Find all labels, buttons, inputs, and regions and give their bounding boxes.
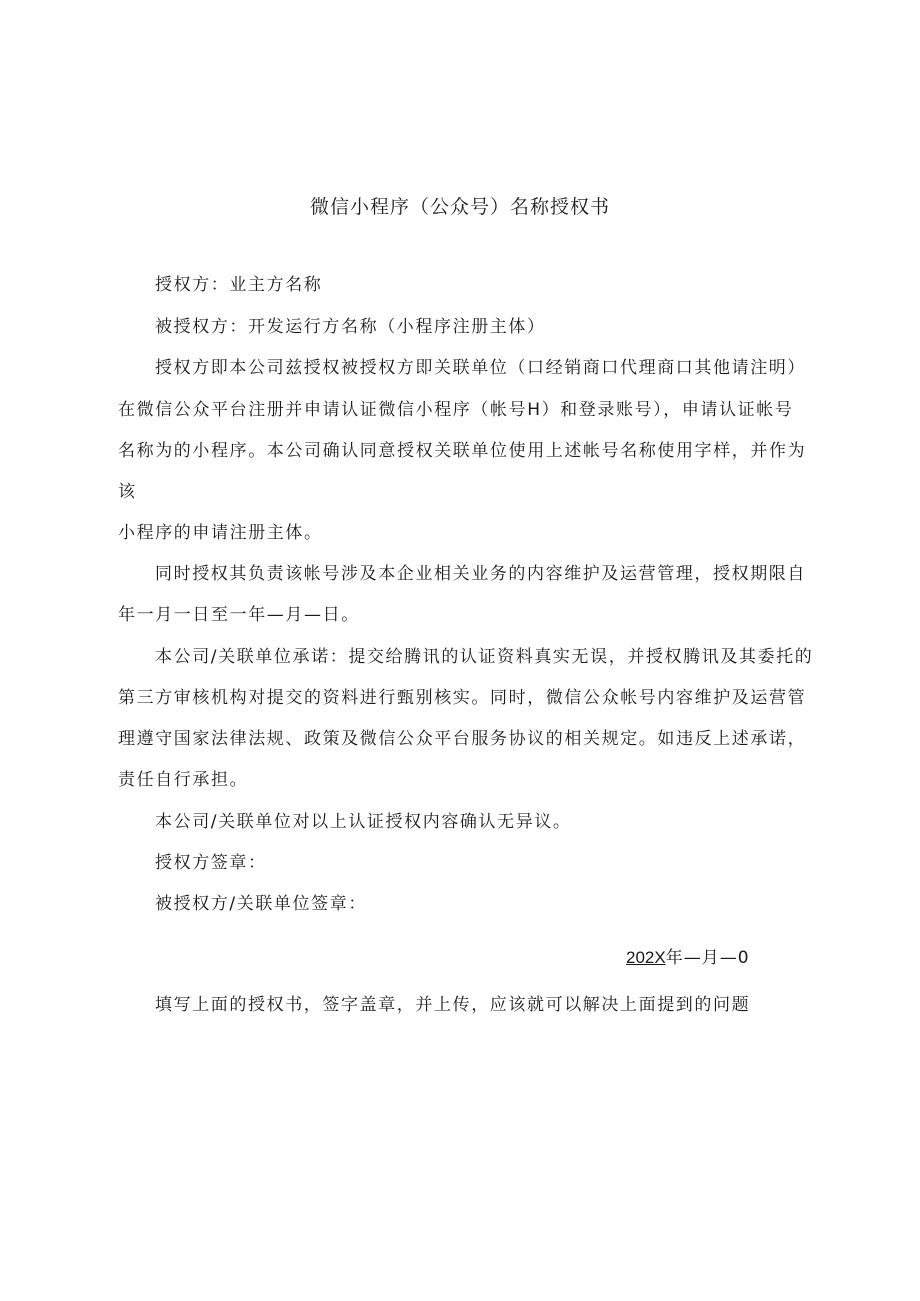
commitment-paragraph-line: 第三方审核机构对提交的资料进行甄别核实。同时，微信公众帐号内容维护及运营管 <box>118 688 807 708</box>
term-paragraph-line: 年一月一日至一年—月—日。 <box>118 605 360 625</box>
body-paragraph-line: 名称为的小程序。本公司确认同意授权关联单位使用上述帐号名称使用字样，并作为 <box>118 441 807 461</box>
footer-note: 填写上面的授权书，签字盖章，并上传，应该就可以解决上面提到的问题 <box>155 995 751 1015</box>
commitment-paragraph-line: 理遵守国家法律法规、政策及微信公众平台服务协议的相关规定。如违反上述承诺， <box>118 729 807 749</box>
commitment-paragraph-line: 本公司/关联单位承诺：提交给腾讯的认证资料真实无误，并授权腾讯及其委托的 <box>155 647 814 667</box>
commitment-paragraph-line: 责任自行承担。 <box>118 770 249 790</box>
grantee-signature-label: 被授权方/关联单位签章： <box>155 894 367 914</box>
body-paragraph-line: 授权方即本公司兹授权被授权方即关联单位（口经销商口代理商口其他请注明） <box>155 358 806 378</box>
grantor-signature-label: 授权方签章： <box>155 853 267 873</box>
body-paragraph-line: 在微信公众平台注册并申请认证微信小程序（帐号H）和登录账号），申请认证帐号 <box>118 400 794 420</box>
date-month-day: 年—月—0 <box>665 948 750 968</box>
date-year: 202X <box>626 948 666 967</box>
body-paragraph-line: 该 <box>118 482 137 502</box>
signing-date <box>626 943 750 968</box>
document-title: 微信小程序（公众号）名称授权书 <box>309 196 610 218</box>
grantee-line: 被授权方：开发运行方名称（小程序注册主体） <box>155 317 546 337</box>
grantor-line: 授权方：业主方名称 <box>155 275 323 295</box>
body-paragraph-line: 小程序的申请注册主体。 <box>118 523 323 543</box>
confirmation-line: 本公司/关联单位对以上认证授权内容确认无异议。 <box>155 812 572 832</box>
term-paragraph-line: 同时授权其负责该帐号涉及本企业相关业务的内容维护及运营管理，授权期限自 <box>155 564 806 584</box>
